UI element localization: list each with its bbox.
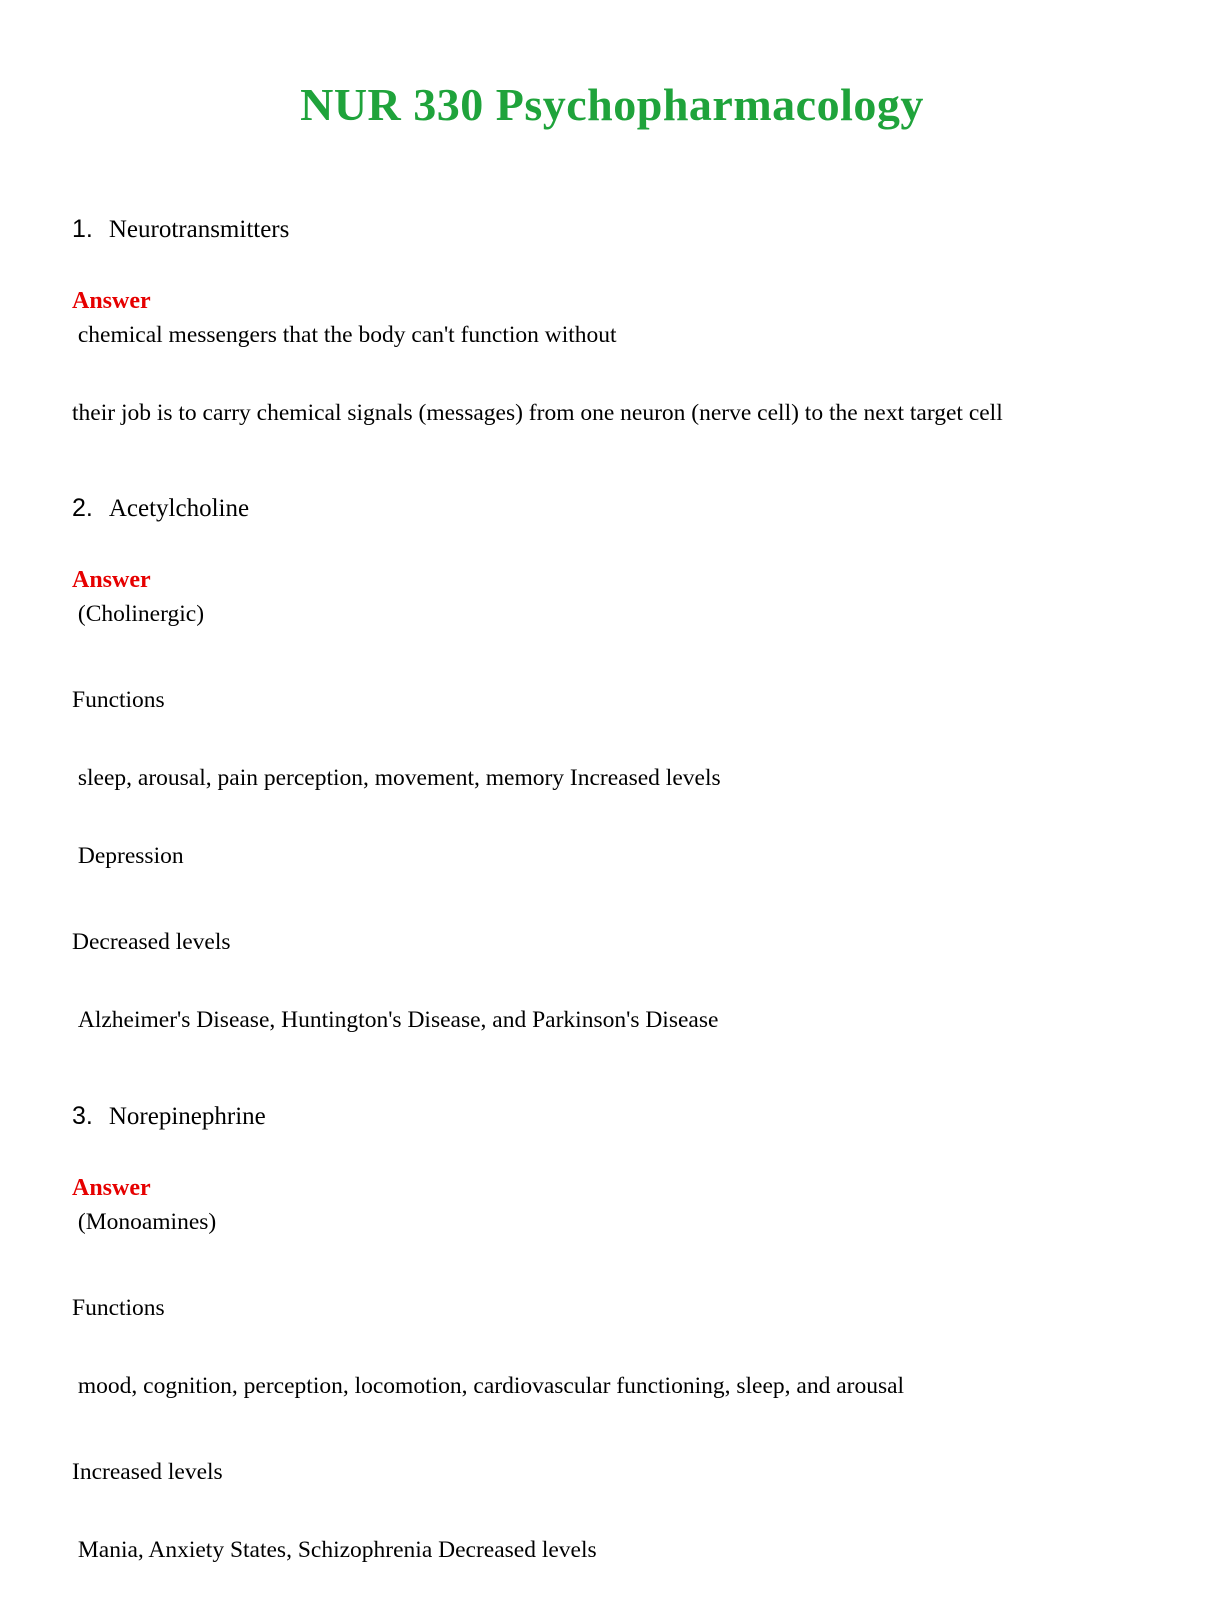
item-number: 2. xyxy=(72,494,93,523)
paragraph: Alzheimer's Disease, Huntington's Disease, and Parkinson's Disease xyxy=(72,1007,719,1034)
subheading-functions: Functions xyxy=(72,687,165,714)
answer-label: Answer xyxy=(72,1174,151,1201)
paragraph: sleep, arousal, pain perception, movement, memory Increased levels xyxy=(72,765,721,792)
item-term: Norepinephrine xyxy=(108,1102,266,1130)
item-term: Acetylcholine xyxy=(108,495,250,523)
subheading-increased-levels: Increased levels xyxy=(72,1458,223,1485)
page-title: NUR 330 Psychopharmacology xyxy=(300,79,924,130)
section-norepinephrine xyxy=(72,1102,1152,1567)
paragraph: Depression xyxy=(72,843,184,870)
item-term: Neurotransmitters xyxy=(108,216,290,243)
answer-text: chemical messengers that the body can't function without xyxy=(72,322,617,348)
item-heading-1 xyxy=(72,215,1152,244)
paragraph: Mania, Anxiety States, Schizophrenia Decreased levels xyxy=(72,1536,597,1563)
answer-text: (Monoamines) xyxy=(72,1208,217,1235)
paragraph: mood, cognition, perception, locomotion, cardiovascular functioning, sleep, and arousal xyxy=(72,1372,905,1399)
item-heading-2 xyxy=(72,494,1152,523)
subheading-functions: Functions xyxy=(72,1294,165,1321)
answer-label: Answer xyxy=(72,567,151,594)
answer-label: Answer xyxy=(72,288,151,314)
item-number: 1. xyxy=(72,215,93,243)
subheading-decreased-levels: Decreased levels xyxy=(72,929,231,956)
section-neurotransmitters xyxy=(72,215,1152,430)
answer-text: (Cholinergic) xyxy=(72,601,205,628)
paragraph: their job is to carry chemical signals (messages) from one neuron (nerve cell) to the next target cell xyxy=(72,400,1003,427)
item-number: 3. xyxy=(72,1101,93,1130)
item-heading-3 xyxy=(72,1102,1152,1131)
section-acetylcholine xyxy=(72,494,1152,1037)
